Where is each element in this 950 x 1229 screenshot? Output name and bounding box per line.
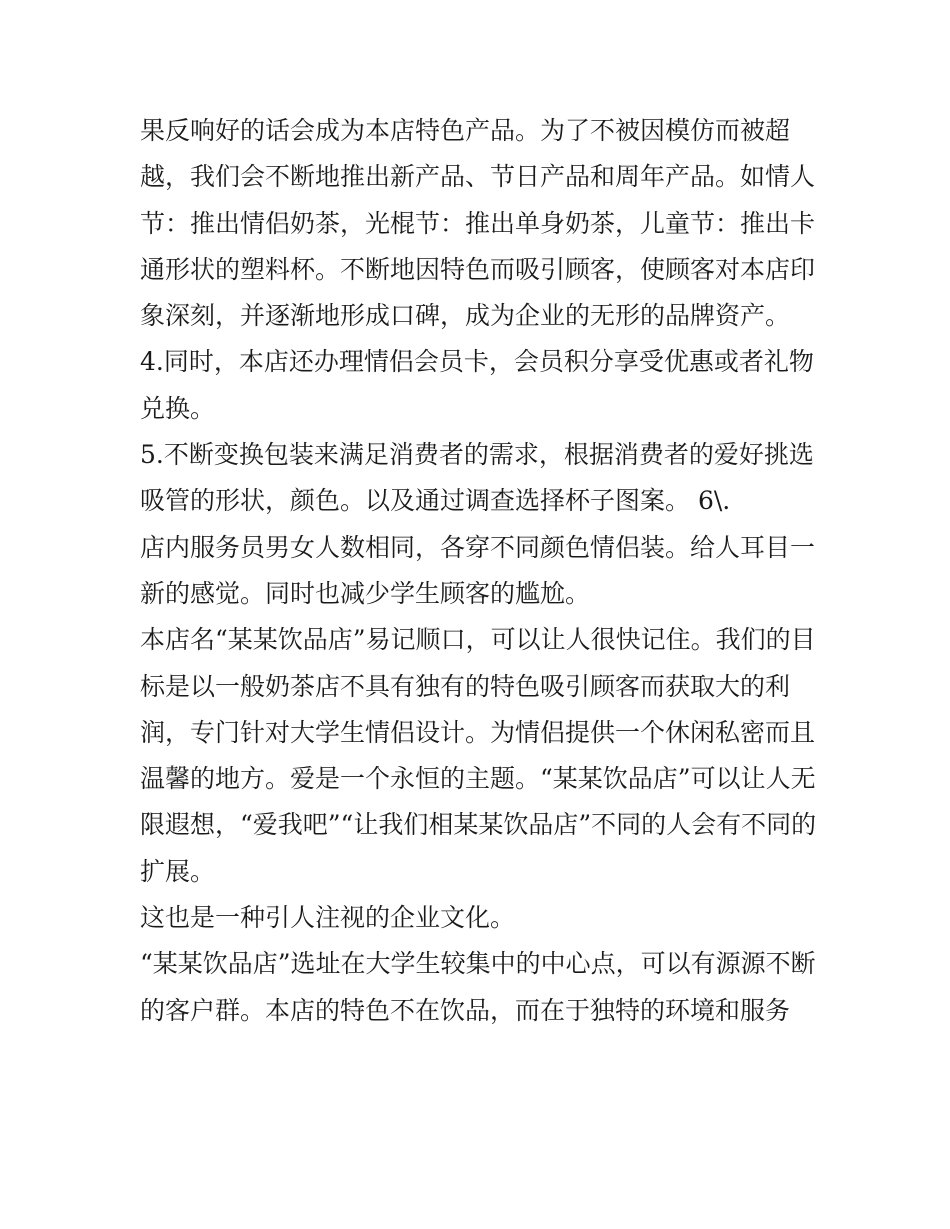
text-line: 节：推出情侣奶茶，光棍节：推出单身奶茶，儿童节：推出卡: [140, 208, 816, 238]
text-line: 限遐想，“爱我吧”“让我们相某某饮品店”不同的人会有不同的: [140, 810, 817, 840]
text-line: 新的感觉。同时也减少学生顾客的尴尬。: [140, 578, 591, 608]
text-line: 5.不断变换包装来满足消费者的需求，根据消费者的爱好挑选: [140, 440, 814, 470]
text-line: 兑换。: [140, 393, 216, 423]
text-line: 标是以一般奶茶店不具有独有的特色吸引顾客而获取大的利: [140, 671, 791, 701]
text-line: 越，我们会不断地推出新产品、节日产品和周年产品。如情人: [140, 162, 816, 192]
text-line: 本店名“某某饮品店”易记顺口，可以让人很快记住。我们的目: [140, 625, 816, 655]
text-line: 果反响好的话会成为本店特色产品。为了不被因模仿而被超: [140, 116, 791, 145]
text-line: 润，专门针对大学生情侣设计。为情侣提供一个休闲私密而且: [140, 717, 816, 747]
text-line: 4.同时，本店还办理情侣会员卡，会员积分享受优惠或者礼物: [140, 347, 814, 377]
text-line: 通形状的塑料杯。不断地因特色而吸引顾客，使顾客对本店印: [140, 254, 816, 284]
body-text: [140, 108, 820, 1034]
text-line: 的客户群。本店的特色不在饮品，而在于独特的环境和服务: [140, 995, 791, 1025]
text-line: “某某饮品店”选址在大学生较集中的中心点，可以有源源不断: [140, 949, 816, 979]
text-line: 象深刻，并逐渐地形成口碑，成为企业的无形的品牌资产。: [140, 301, 791, 331]
text-line: 店内服务员男女人数相同，各穿不同颜色情侣装。给人耳目一: [140, 532, 816, 562]
text-line: 吸管的形状，颜色。以及通过调查选择杯子图案。 6\.: [140, 486, 731, 516]
text-line: 温馨的地方。爱是一个永恒的主题。“某某饮品店”可以让人无: [140, 764, 816, 794]
text-line: 扩展。: [140, 856, 216, 886]
text-line: 这也是一种引人注视的企业文化。: [140, 903, 516, 933]
